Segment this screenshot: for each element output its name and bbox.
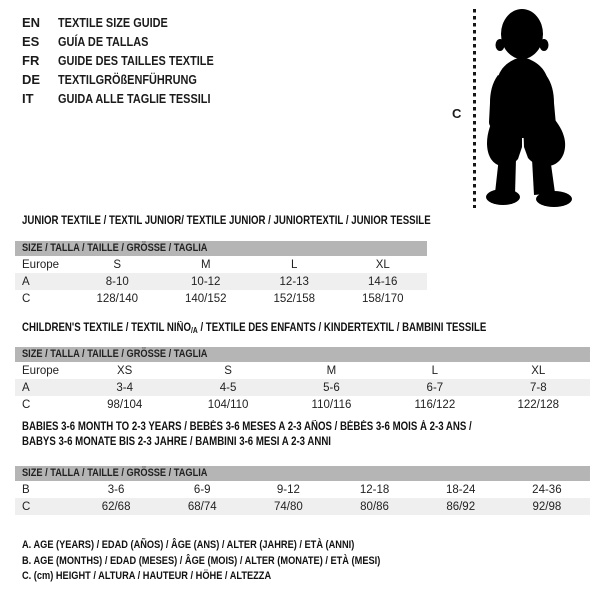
lang-code: FR [22,53,40,68]
junior-table [15,256,427,307]
nino-a-subscript: /A [191,326,198,335]
size-header-bar [15,466,590,481]
cell: 104/110 [207,398,249,411]
lang-row-en [22,13,243,32]
cell: 3-6 [107,483,125,496]
cell: L [431,364,439,377]
table-row [15,498,590,515]
cell: 24-36 [532,483,562,496]
cell: XL [375,258,390,271]
row-label: A [22,275,30,288]
cell: 3-4 [116,381,133,394]
cell: 8-10 [105,275,129,288]
lang-label: GUIDE DES TAILLES TEXTILE [58,53,214,68]
cell: 6-7 [426,381,444,394]
cell: 140/152 [184,292,227,305]
cell: 12-13 [279,275,309,288]
cell: XL [531,364,546,377]
lang-label: GUÍA DE TALLAS [58,34,149,49]
table-row [15,256,427,273]
size-header-bar [15,347,590,362]
row-label: A [22,381,30,394]
babies-section-title: BABIES 3-6 MONTH TO 2-3 YEARS / BEBÉS 3-6 MESES A 2-3 AÑOS / BÉBÉS 3-6 MOIS À 2-3 ANS / BABYS 3-6 MONATE BIS 2-3 JAHRE / BAMBINI 3-6 MESI A 2-3 ANNI [22,421,472,448]
childrens-size-table [15,347,590,413]
babies-table [15,481,590,515]
cell: 18-24 [445,483,476,496]
baby-silhouette [484,7,580,207]
height-measure-label: C [452,106,462,121]
table-row [15,290,427,307]
lang-row-es [22,32,243,51]
cell: 80/86 [360,500,389,513]
cell: L [291,258,298,271]
measure-legend [22,538,449,585]
size-header-label: SIZE / TALLA / TAILLE / GRÖSSE / TAGLIA [22,348,208,360]
cell: 116/122 [414,398,456,411]
cell: 122/128 [517,398,560,411]
cell: 6-9 [193,483,211,496]
cell: 68/74 [187,500,217,513]
junior-size-table [15,241,427,307]
cell: 62/68 [101,500,131,513]
legend-line-a: A. AGE (YEARS) / EDAD (AÑOS) / ÂGE (ANS) / ALTER (JAHRE) / ETÀ (ANNI) [22,539,355,551]
row-label: C [22,398,31,411]
lang-code: ES [22,34,40,49]
table-row [15,396,590,413]
row-label: C [22,500,31,513]
childrens-table [15,362,590,413]
cell: 9-12 [276,483,300,496]
row-label: Europe [22,364,60,377]
lang-label: GUIDA ALLE TAGLIE TESSILI [58,91,211,106]
legend-line-b: B. AGE (MONTHS) / EDAD (MESES) / ÂGE (MOIS) / ALTER (MONATE) / ETÀ (MESI) [22,554,381,567]
lang-code: IT [22,91,34,106]
cell: XS [117,364,133,377]
cell: 10-12 [191,275,221,288]
cell: 110/116 [311,398,352,411]
cell: 128/140 [96,292,139,305]
size-header-label: SIZE / TALLA / TAILLE / GRÖSSE / TAGLIA [22,467,208,479]
cell: 74/80 [274,500,303,513]
cell: 92/98 [532,500,562,513]
table-row [15,379,590,396]
cell: S [113,258,122,271]
cell: M [326,364,337,377]
cell: 158/170 [361,292,404,305]
row-label: Europe [22,258,60,271]
cell: 14-16 [368,275,398,288]
lang-row-de [22,70,243,89]
cell: 4-5 [219,381,237,394]
lang-row-fr [22,51,243,70]
size-header-bar [15,241,427,256]
cell: 86/92 [446,500,476,513]
cell: S [224,364,232,377]
cell: M [200,258,211,271]
table-row [15,481,590,498]
lang-code: EN [22,15,41,30]
childrens-section-title: CHILDREN'S TEXTILE / TEXTIL NIÑO/A / TEXTILE DES ENFANTS / KINDERTEXTIL / BAMBINI TESSILE [22,322,487,335]
cell: 12-18 [359,483,390,496]
height-measure-dotted-line [473,9,476,208]
table-row [15,362,590,379]
size-header-label: SIZE / TALLA / TAILLE / GRÖSSE / TAGLIA [22,242,208,254]
cell: 7-8 [529,381,547,394]
cell: 98/104 [107,398,143,411]
lang-label: TEXTILE SIZE GUIDE [58,15,168,30]
row-label: C [22,292,31,305]
babies-size-table [15,466,590,515]
lang-label: TEXTILGRÖßENFÜHRUNG [58,72,197,87]
cell: 5-6 [323,381,340,394]
lang-row-it [22,89,243,108]
legend-line-c: C. (cm) HEIGHT / ALTURA / HAUTEUR / HÖHE / ALTEZZA [22,570,272,582]
row-label: B [22,483,30,496]
junior-section-title: JUNIOR TEXTILE / TEXTIL JUNIOR/ TEXTILE JUNIOR / JUNIORTEXTIL / JUNIOR TESSILE [22,215,431,227]
language-title-list [22,13,243,108]
cell: 152/158 [273,292,316,305]
lang-code: DE [22,72,41,87]
table-row [15,273,427,290]
